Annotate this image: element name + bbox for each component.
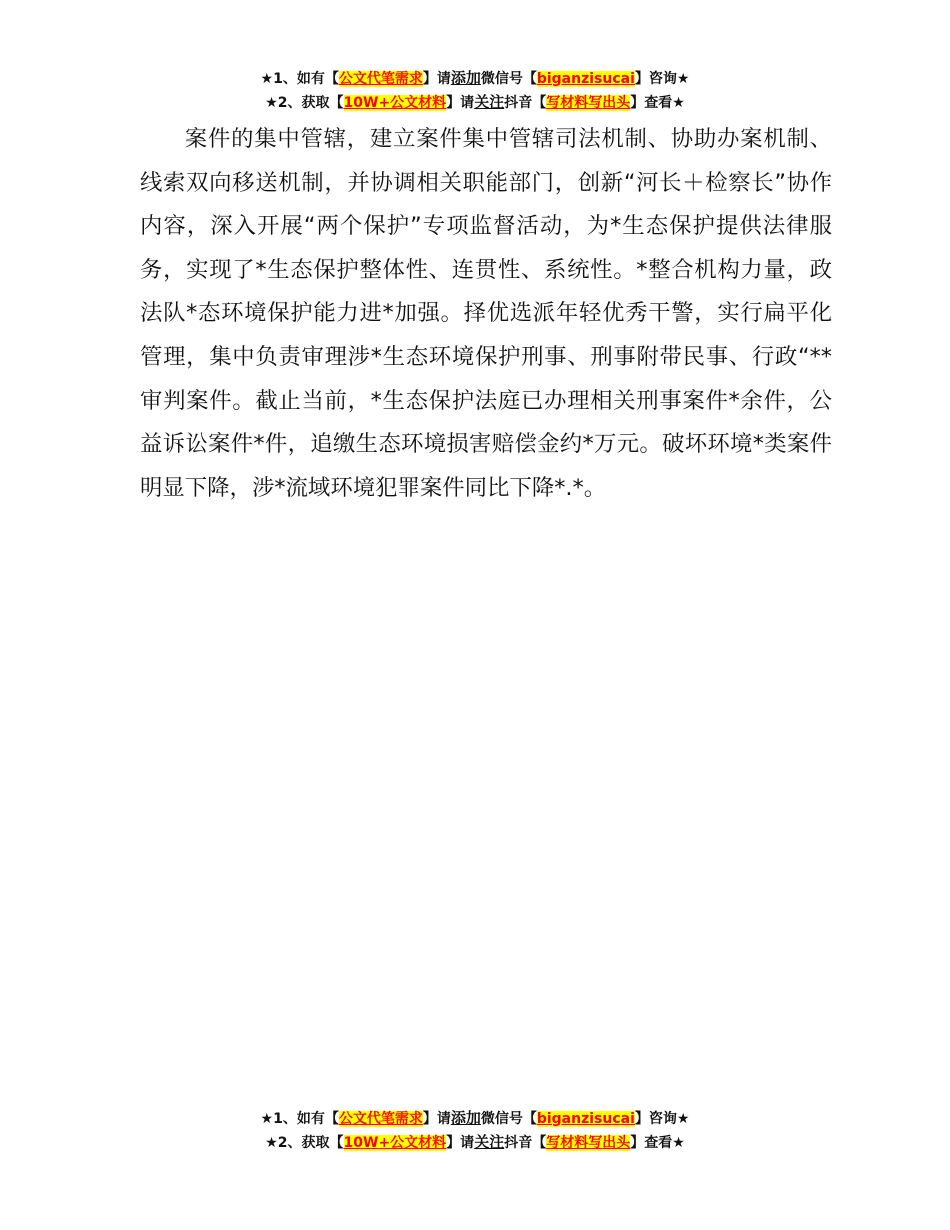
highlight-materials: 10W+公文材料 bbox=[343, 95, 447, 111]
banner-text: 】查看★ bbox=[630, 1135, 685, 1151]
banner-text: 】咨询★ bbox=[634, 1111, 690, 1127]
footer-banner bbox=[0, 1107, 950, 1155]
body-paragraph: 案件的集中管辖，建立案件集中管辖司法机制、协助办案机制、线索双向移送机制，并协调相关职能部门，创新“河长＋检察长”协作内容，深入开展“两个保护”专项监督活动，为*生态保护提供法律服务，实现了*生态保护整体性、连贯性、系统性。*整合机构力量，政法队*态环境保护能力进*加强。择优选派年轻优秀干警，实行扁平化管理，集中负责审理涉*生态环境保护刑事、刑事附带民事、行政“**审判案件。截止当前，*生态保护法庭已办理相关刑事案件*余件，公益诉讼案件*件，追缴生态环境损害赔偿金约*万元。破坏环境*类案件明显下降，涉*流域环境犯罪案件同比下降*.*。 bbox=[140, 126, 832, 501]
banner-line-2 bbox=[0, 1131, 950, 1155]
banner-text: 】请 bbox=[446, 95, 475, 111]
banner-text: ★2、获取【 bbox=[265, 1135, 344, 1151]
underlined-text: 关注 bbox=[474, 93, 505, 111]
highlight-service: 公文代笔需求 bbox=[338, 1111, 423, 1127]
banner-text: ★2、获取【 bbox=[265, 95, 344, 111]
banner-text: 微信号【 bbox=[480, 71, 537, 87]
banner-text: 】查看★ bbox=[630, 95, 685, 111]
highlight-douyin-account: 写材料写出头 bbox=[546, 95, 631, 111]
banner-text: ★1、如有【 bbox=[260, 1111, 339, 1127]
banner-line-1 bbox=[0, 1107, 950, 1131]
underlined-text: 添加 bbox=[450, 1109, 481, 1127]
highlight-wechat-id: biganzisucai bbox=[536, 71, 635, 87]
highlight-service: 公文代笔需求 bbox=[338, 71, 423, 87]
banner-text: 抖音【 bbox=[504, 95, 547, 111]
underlined-text: 添加 bbox=[450, 69, 481, 87]
banner-text: 】咨询★ bbox=[634, 71, 690, 87]
header-banner bbox=[0, 67, 950, 115]
banner-text: 】请 bbox=[446, 1135, 475, 1151]
highlight-wechat-id: biganzisucai bbox=[536, 1111, 635, 1127]
banner-text: 微信号【 bbox=[480, 1111, 537, 1127]
highlight-douyin-account: 写材料写出头 bbox=[546, 1135, 631, 1151]
banner-text: ★1、如有【 bbox=[260, 71, 339, 87]
banner-text: 抖音【 bbox=[504, 1135, 547, 1151]
banner-text: 】请 bbox=[422, 1111, 451, 1127]
banner-line-2 bbox=[0, 91, 950, 115]
underlined-text: 关注 bbox=[474, 1133, 505, 1151]
highlight-materials: 10W+公文材料 bbox=[343, 1135, 447, 1151]
banner-text: 】请 bbox=[422, 71, 451, 87]
banner-line-1 bbox=[0, 67, 950, 91]
